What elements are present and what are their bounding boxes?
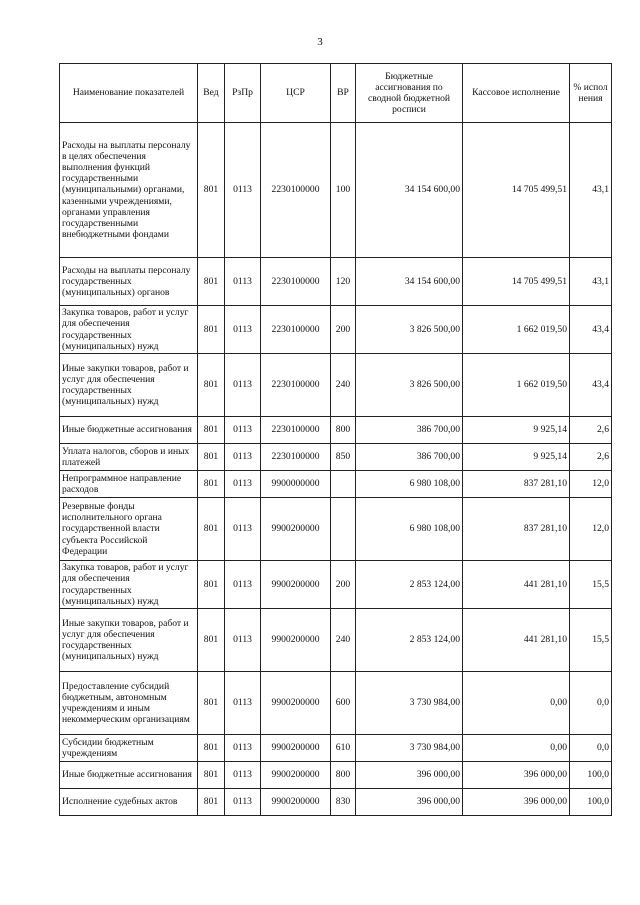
cell-vr: 800: [331, 762, 356, 789]
cell-ved: 801: [198, 123, 225, 258]
cell-rzpr: 0113: [225, 561, 261, 609]
cell-name: Расходы на выплаты персоналу государственных (муниципальных) органов: [60, 258, 198, 306]
header-ved: Вед: [198, 64, 225, 123]
cell-pct: 100,0: [570, 789, 612, 816]
cell-name: Иные бюджетные ассигнования: [60, 762, 198, 789]
cell-name: Непрограммное направление расходов: [60, 471, 198, 498]
cell-cash: 441 281,10: [463, 561, 570, 609]
cell-rzpr: 0113: [225, 354, 261, 417]
cell-pct: 0,0: [570, 672, 612, 735]
table-row: [60, 735, 612, 762]
table-row: [60, 354, 612, 417]
header-csr: ЦСР: [261, 64, 331, 123]
cell-ved: 801: [198, 735, 225, 762]
cell-vr: 240: [331, 609, 356, 672]
cell-budget: 2 853 124,00: [356, 609, 463, 672]
header-rzpr: РзПр: [225, 64, 261, 123]
cell-pct: 15,5: [570, 609, 612, 672]
cell-cash: 1 662 019,50: [463, 354, 570, 417]
cell-cash: 9 925,14: [463, 417, 570, 444]
table-row: [60, 789, 612, 816]
cell-csr: 9900200000: [261, 672, 331, 735]
cell-cash: 1 662 019,50: [463, 306, 570, 354]
cell-rzpr: 0113: [225, 306, 261, 354]
cell-budget: 3 730 984,00: [356, 735, 463, 762]
cell-csr: 9900200000: [261, 735, 331, 762]
cell-budget: 34 154 600,00: [356, 258, 463, 306]
header-cash: Кассовое исполнение: [463, 64, 570, 123]
cell-cash: 14 705 499,51: [463, 123, 570, 258]
header-pct: % испол нения: [570, 64, 612, 123]
cell-vr: 610: [331, 735, 356, 762]
table-row: [60, 762, 612, 789]
cell-name: Иные закупки товаров, работ и услуг для обеспечения государственных (муниципальных) нужд: [60, 354, 198, 417]
budget-execution-table: [59, 63, 612, 816]
cell-csr: 9900200000: [261, 789, 331, 816]
cell-rzpr: 0113: [225, 498, 261, 561]
cell-csr: 2230100000: [261, 258, 331, 306]
cell-csr: 2230100000: [261, 306, 331, 354]
cell-csr: 2230100000: [261, 417, 331, 444]
cell-name: Иные закупки товаров, работ и услуг для обеспечения государственных (муниципальных) нужд: [60, 609, 198, 672]
cell-budget: 6 980 108,00: [356, 498, 463, 561]
cell-rzpr: 0113: [225, 471, 261, 498]
cell-ved: 801: [198, 258, 225, 306]
cell-pct: 2,6: [570, 444, 612, 471]
page-number: 3: [317, 36, 323, 48]
cell-vr: 100: [331, 123, 356, 258]
cell-csr: 2230100000: [261, 444, 331, 471]
cell-vr: 240: [331, 354, 356, 417]
cell-name: Иные бюджетные ассигнования: [60, 417, 198, 444]
cell-name: Закупка товаров, работ и услуг для обеспечения государственных (муниципальных) нужд: [60, 306, 198, 354]
cell-name: Исполнение судебных актов: [60, 789, 198, 816]
cell-budget: 34 154 600,00: [356, 123, 463, 258]
cell-cash: 837 281,10: [463, 471, 570, 498]
cell-rzpr: 0113: [225, 609, 261, 672]
cell-vr: 120: [331, 258, 356, 306]
cell-ved: 801: [198, 672, 225, 735]
table-row: [60, 672, 612, 735]
table-row: [60, 306, 612, 354]
table-row: [60, 258, 612, 306]
cell-cash: 837 281,10: [463, 498, 570, 561]
cell-budget: 386 700,00: [356, 417, 463, 444]
cell-vr: 600: [331, 672, 356, 735]
table-row: [60, 444, 612, 471]
cell-csr: 2230100000: [261, 354, 331, 417]
cell-cash: 396 000,00: [463, 762, 570, 789]
cell-budget: 396 000,00: [356, 762, 463, 789]
cell-cash: 0,00: [463, 735, 570, 762]
table-row: [60, 561, 612, 609]
table-row: [60, 123, 612, 258]
table-row: [60, 498, 612, 561]
cell-cash: 9 925,14: [463, 444, 570, 471]
cell-pct: 12,0: [570, 471, 612, 498]
cell-name: Уплата налогов, сборов и иных платежей: [60, 444, 198, 471]
cell-name: Резервные фонды исполнительного органа государственной власти субъекта Российской Федерации: [60, 498, 198, 561]
cell-pct: 43,1: [570, 258, 612, 306]
cell-rzpr: 0113: [225, 123, 261, 258]
cell-name: Закупка товаров, работ и услуг для обеспечения государственных (муниципальных) нужд: [60, 561, 198, 609]
header-name: Наименование показателей: [60, 64, 198, 123]
table-row: [60, 609, 612, 672]
cell-rzpr: 0113: [225, 444, 261, 471]
cell-csr: 9900200000: [261, 609, 331, 672]
cell-cash: 396 000,00: [463, 789, 570, 816]
cell-vr: 200: [331, 306, 356, 354]
header-vr: ВР: [331, 64, 356, 123]
cell-ved: 801: [198, 471, 225, 498]
cell-csr: 9900200000: [261, 762, 331, 789]
cell-ved: 801: [198, 498, 225, 561]
cell-budget: 3 826 500,00: [356, 306, 463, 354]
cell-ved: 801: [198, 762, 225, 789]
cell-vr: [331, 471, 356, 498]
cell-pct: 43,4: [570, 354, 612, 417]
cell-budget: 2 853 124,00: [356, 561, 463, 609]
cell-ved: 801: [198, 609, 225, 672]
cell-cash: 441 281,10: [463, 609, 570, 672]
cell-rzpr: 0113: [225, 258, 261, 306]
cell-vr: 830: [331, 789, 356, 816]
cell-csr: 9900000000: [261, 471, 331, 498]
cell-cash: 0,00: [463, 672, 570, 735]
cell-pct: 43,1: [570, 123, 612, 258]
cell-budget: 396 000,00: [356, 789, 463, 816]
header-budget: Бюджетные ассигнования по сводной бюджетной росписи: [356, 64, 463, 123]
cell-ved: 801: [198, 561, 225, 609]
cell-vr: 200: [331, 561, 356, 609]
cell-pct: 15,5: [570, 561, 612, 609]
table-row: [60, 471, 612, 498]
table-header-row: [60, 64, 612, 123]
cell-csr: 9900200000: [261, 561, 331, 609]
cell-rzpr: 0113: [225, 762, 261, 789]
cell-pct: 100,0: [570, 762, 612, 789]
cell-vr: 850: [331, 444, 356, 471]
cell-rzpr: 0113: [225, 672, 261, 735]
cell-budget: 386 700,00: [356, 444, 463, 471]
cell-rzpr: 0113: [225, 417, 261, 444]
table-row: [60, 417, 612, 444]
cell-budget: 3 826 500,00: [356, 354, 463, 417]
cell-ved: 801: [198, 444, 225, 471]
cell-rzpr: 0113: [225, 735, 261, 762]
cell-vr: 800: [331, 417, 356, 444]
cell-rzpr: 0113: [225, 789, 261, 816]
cell-csr: 2230100000: [261, 123, 331, 258]
cell-pct: 43,4: [570, 306, 612, 354]
cell-pct: 2,6: [570, 417, 612, 444]
cell-vr: [331, 498, 356, 561]
table-body: [60, 123, 612, 816]
cell-cash: 14 705 499,51: [463, 258, 570, 306]
cell-name: Расходы на выплаты персоналу в целях обеспечения выполнения функций государственными (муниципальными) органами, казенными учреждениями, органами управления государственными внебюджетными фондами: [60, 123, 198, 258]
cell-pct: 0,0: [570, 735, 612, 762]
cell-name: Субсидии бюджетным учреждениям: [60, 735, 198, 762]
cell-name: Предоставление субсидий бюджетным, автономным учреждениям и иным некоммерческим организациям: [60, 672, 198, 735]
cell-budget: 3 730 984,00: [356, 672, 463, 735]
cell-budget: 6 980 108,00: [356, 471, 463, 498]
cell-ved: 801: [198, 354, 225, 417]
cell-pct: 12,0: [570, 498, 612, 561]
cell-ved: 801: [198, 306, 225, 354]
cell-ved: 801: [198, 789, 225, 816]
cell-ved: 801: [198, 417, 225, 444]
cell-csr: 9900200000: [261, 498, 331, 561]
